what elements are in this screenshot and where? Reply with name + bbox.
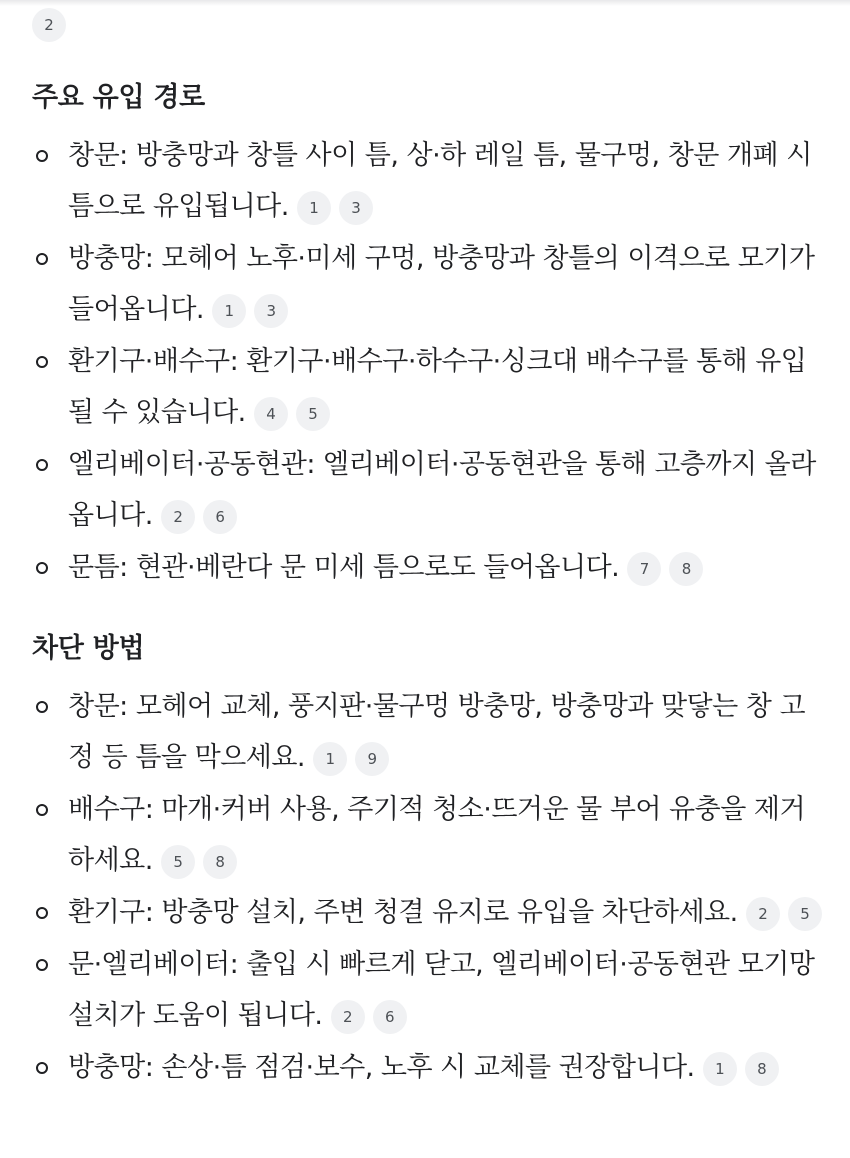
list-item	[32, 939, 822, 1041]
bullet-icon	[36, 562, 48, 574]
section-heading: 주요 유입 경로	[32, 82, 205, 113]
citation-chip[interactable]: 5	[788, 897, 822, 931]
bullet-list	[32, 130, 822, 593]
bullet-list	[32, 681, 822, 1093]
list-item	[32, 681, 822, 783]
citation-chip[interactable]: 2	[746, 897, 780, 931]
list-item	[32, 1042, 822, 1093]
list-item	[32, 784, 822, 886]
citation-chip[interactable]: 3	[254, 294, 288, 328]
bullet-icon	[36, 150, 48, 162]
list-item-text: 창문: 방충망과 창틀 사이 틈, 상·하 레일 틈, 물구멍, 창문 개폐 시 틈으로 유입됩니다.	[68, 140, 812, 222]
list-item-text: 문틈: 현관·베란다 문 미세 틈으로도 들어옵니다.	[68, 552, 620, 583]
list-item	[32, 233, 822, 335]
citation-chip[interactable]: 1	[212, 294, 246, 328]
citation-chip[interactable]: 5	[161, 845, 195, 879]
citation-chip[interactable]: 3	[339, 191, 373, 225]
bullet-icon	[36, 356, 48, 368]
citation-chip[interactable]: 7	[627, 552, 661, 586]
bullet-icon	[36, 459, 48, 471]
answer-sections	[32, 80, 822, 1093]
bullet-icon	[36, 804, 48, 816]
list-item-text: 문·엘리베이터: 출입 시 빠르게 닫고, 엘리베이터·공동현관 모기망 설치가 도움이 됩니다.	[68, 949, 815, 1031]
citation-chip[interactable]: 9	[355, 742, 389, 776]
top-citation-row	[32, 8, 822, 42]
top-edge-shadow	[0, 0, 850, 6]
citation-chip[interactable]: 5	[296, 397, 330, 431]
list-item-text: 방충망: 손상·틈 점검·보수, 노후 시 교체를 권장합니다.	[68, 1052, 695, 1083]
list-item-text: 방충망: 모헤어 노후·미세 구멍, 방충망과 창틀의 이격으로 모기가 들어옵니다.	[68, 243, 815, 325]
bullet-icon	[36, 959, 48, 971]
citation-chip[interactable]: 1	[313, 742, 347, 776]
list-item	[32, 130, 822, 232]
citation-chip[interactable]: 2	[331, 1000, 365, 1034]
list-item	[32, 542, 822, 593]
list-item-text: 엘리베이터·공동현관: 엘리베이터·공동현관을 통해 고층까지 올라옵니다.	[68, 449, 816, 531]
citation-chip[interactable]: 8	[203, 845, 237, 879]
list-item-text: 환기구: 방충망 설치, 주변 청결 유지로 유입을 차단하세요.	[68, 897, 738, 928]
citation-chip[interactable]: 4	[254, 397, 288, 431]
citation-chip[interactable]: 1	[297, 191, 331, 225]
bullet-icon	[36, 1062, 48, 1074]
bullet-icon	[36, 907, 48, 919]
list-item	[32, 439, 822, 541]
list-item-text: 배수구: 마개·커버 사용, 주기적 청소·뜨거운 물 부어 유충을 제거하세요.	[68, 794, 806, 876]
list-item	[32, 887, 822, 938]
citation-chip[interactable]: 8	[745, 1052, 779, 1086]
citation-chip[interactable]: 6	[373, 1000, 407, 1034]
citation-chip[interactable]: 1	[703, 1052, 737, 1086]
list-item-text: 창문: 모헤어 교체, 풍지판·물구멍 방충망, 방충망과 맞닿는 창 고정 등 틈을 막으세요.	[68, 691, 806, 773]
citation-chip[interactable]: 2	[161, 500, 195, 534]
answer-content	[32, 8, 822, 1094]
list-item	[32, 336, 822, 438]
citation-chip[interactable]: 2	[32, 8, 66, 42]
citation-chip[interactable]: 6	[203, 500, 237, 534]
citation-chip[interactable]: 8	[669, 552, 703, 586]
bullet-icon	[36, 701, 48, 713]
bullet-icon	[36, 253, 48, 265]
list-item-text: 환기구·배수구: 환기구·배수구·하수구·싱크대 배수구를 통해 유입될 수 있습니다.	[68, 346, 807, 428]
section-heading: 차단 방법	[32, 633, 145, 664]
